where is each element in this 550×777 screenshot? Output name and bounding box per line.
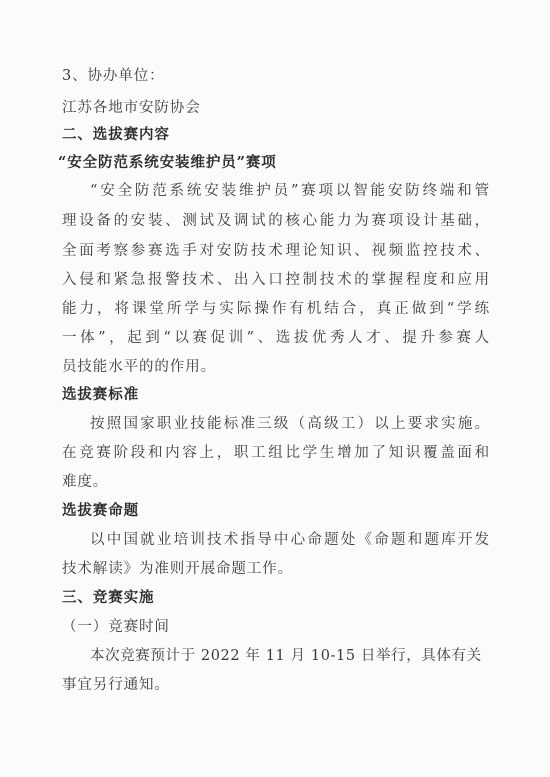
- paragraph-line: 入侵和紧急报警技术、出入口控制技术的掌握程度和应用: [62, 272, 490, 288]
- paragraph-line: 员技能水平的的作用。: [62, 359, 216, 375]
- section-3-cohost-heading: 3、协办单位：: [62, 68, 165, 84]
- paragraph-line: 难度。: [62, 474, 109, 490]
- selection-standard-heading: 选拔赛标准: [62, 386, 139, 403]
- paragraph-line: 技术解读》为准则开展命题工作。: [62, 561, 293, 577]
- selection-proposition-heading: 选拔赛命题: [62, 502, 139, 519]
- subsection-1-heading: （一）竞赛时间: [62, 619, 170, 635]
- section-3-heading: 三、竞赛实施: [62, 589, 155, 606]
- section-2-heading: 二、选拔赛内容: [62, 126, 170, 143]
- paragraph-line: 在竞赛阶段和内容上，职工组比学生增加了知识覆盖面和: [62, 445, 490, 461]
- cohost-organizations: 江苏各地市安防协会: [62, 100, 201, 116]
- paragraph-line: 按照国家职业技能标准三级（高级工）以上要求实施。: [90, 416, 490, 432]
- paragraph-line: “安全防范系统安装维护员”赛项以智能安防终端和管: [90, 183, 490, 199]
- paragraph-line: 一体”，起到“以赛促训”、选拔优秀人才、提升参赛人: [62, 330, 490, 346]
- paragraph-line: 以中国就业培训技术指导中心命题处《命题和题库开发: [90, 532, 490, 548]
- competition-item-title: “安全防范系统安装维护员”赛项: [58, 154, 277, 171]
- paragraph-line: 全面考察参赛选手对安防技术理论知识、视频监控技术、: [62, 243, 490, 259]
- paragraph-line: 事宜另行通知。: [62, 677, 170, 693]
- paragraph-line: 理设备的安装、测试及调试的核心能力为赛项设计基础，: [62, 213, 490, 229]
- paragraph-line: 能力，将课堂所学与实际操作有机结合，真正做到“学练: [62, 301, 490, 317]
- paragraph-line: 本次竞赛预计于 2022 年 11 月 10-15 日举行，具体有关: [90, 648, 482, 664]
